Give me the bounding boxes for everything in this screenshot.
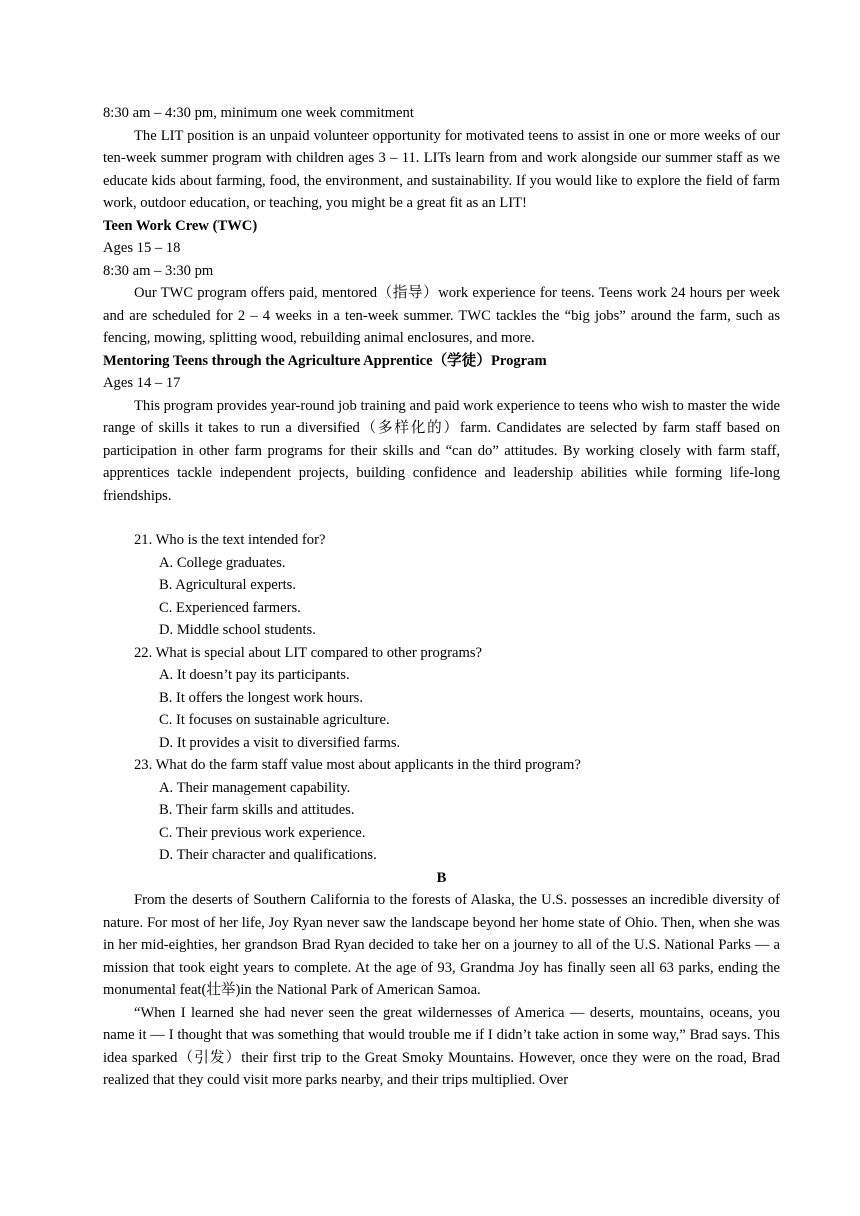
option: D. Middle school students. (159, 622, 316, 638)
document-page (103, 102, 780, 1092)
twc-hours: 8:30 am – 3:30 pm (103, 262, 214, 279)
option: A. College graduates. (159, 554, 286, 571)
option: A. It doesn’t pay its participants. (159, 667, 350, 683)
option: B. Their farm skills and attitudes. (159, 802, 355, 818)
option: B. Agricultural experts. (159, 577, 296, 593)
option: C. Their previous work experience. (159, 824, 366, 841)
option: C. It focuses on sustainable agriculture. (159, 712, 390, 728)
apprentice-description: This program provides year-round job training and paid work experience to teens who wish to master the wide range of skills it takes to run a diversified（多样化的）farm. Candidates are selected by farm staff based on participation in other farm programs for their skills and “can do” attitudes. By working closely with farm staff, apprentices tackle independent projects, building confidence and leadership abilities while forming life-long friendships. (103, 397, 780, 504)
twc-ages: Ages 15 – 18 (103, 240, 181, 256)
lit-hours: 8:30 am – 4:30 pm, minimum one week commitment (103, 105, 414, 121)
question-23 (103, 754, 780, 867)
question-stem: 22. What is special about LIT compared to other programs? (134, 644, 482, 661)
passage-paragraph: “When I learned she had never seen the great wildernesses of America — deserts, mountains, oceans, you name it — I thought that was something that would trouble me if I didn’t take action in some way,” Brad says. This idea sparked（引发）their first trip to the Great Smoky Mountains. However, once they were on the road, Brad realized that they could visit more parks nearby, and their trips multiplied. Over (103, 1004, 780, 1088)
twc-title: Teen Work Crew (TWC) (103, 217, 258, 234)
option: C. Experienced farmers. (159, 599, 301, 616)
lit-description: The LIT position is an unpaid volunteer opportunity for motivated teens to assist in one or more weeks of our ten-week summer program with children ages 3 – 11. LITs learn from and work alongside our summer staff as we educate kids about farming, food, the environment, and sustainability. If you would like to explore the field of farm work, outdoor education, or teaching, you might be a great fit as an LIT! (103, 127, 780, 211)
question-21 (103, 529, 780, 642)
passage-paragraph: From the deserts of Southern California to the forests of Alaska, the U.S. possesses an incredible diversity of nature. For most of her life, Joy Ryan never saw the landscape beyond her home state of Ohio. Then, when she was in her mid-eighties, her grandson Brad Ryan decided to take her on a journey to all of the U.S. National Parks — a mission that took eight years to complete. At the age of 93, Grandma Joy has finally seen all 63 parks, ending the monumental feat(壮举)in the National Park of American Samoa. (103, 892, 780, 998)
question-stem: 21. Who is the text intended for? (134, 532, 326, 548)
apprentice-title: Mentoring Teens through the Agriculture Apprentice（学徒）Program (103, 352, 547, 369)
spacer (103, 507, 780, 529)
twc-description: Our TWC program offers paid, mentored（指导）work experience for teens. Teens work 24 hours per week and are scheduled for 2 – 4 weeks in a ten-week summer. TWC tackles the “big jobs” around the farm, such as fencing, mowing, splitting wood, rebuilding animal enclosures, and more. (103, 285, 780, 346)
question-22 (103, 642, 780, 755)
apprentice-ages: Ages 14 – 17 (103, 375, 181, 391)
option: B. It offers the longest work hours. (159, 689, 364, 706)
section-heading: B (436, 869, 447, 886)
option: A. Their management capability. (159, 779, 351, 796)
option: D. It provides a visit to diversified farms. (159, 734, 401, 751)
question-stem: 23. What do the farm staff value most about applicants in the third program? (134, 757, 581, 773)
option: D. Their character and qualifications. (159, 847, 377, 863)
